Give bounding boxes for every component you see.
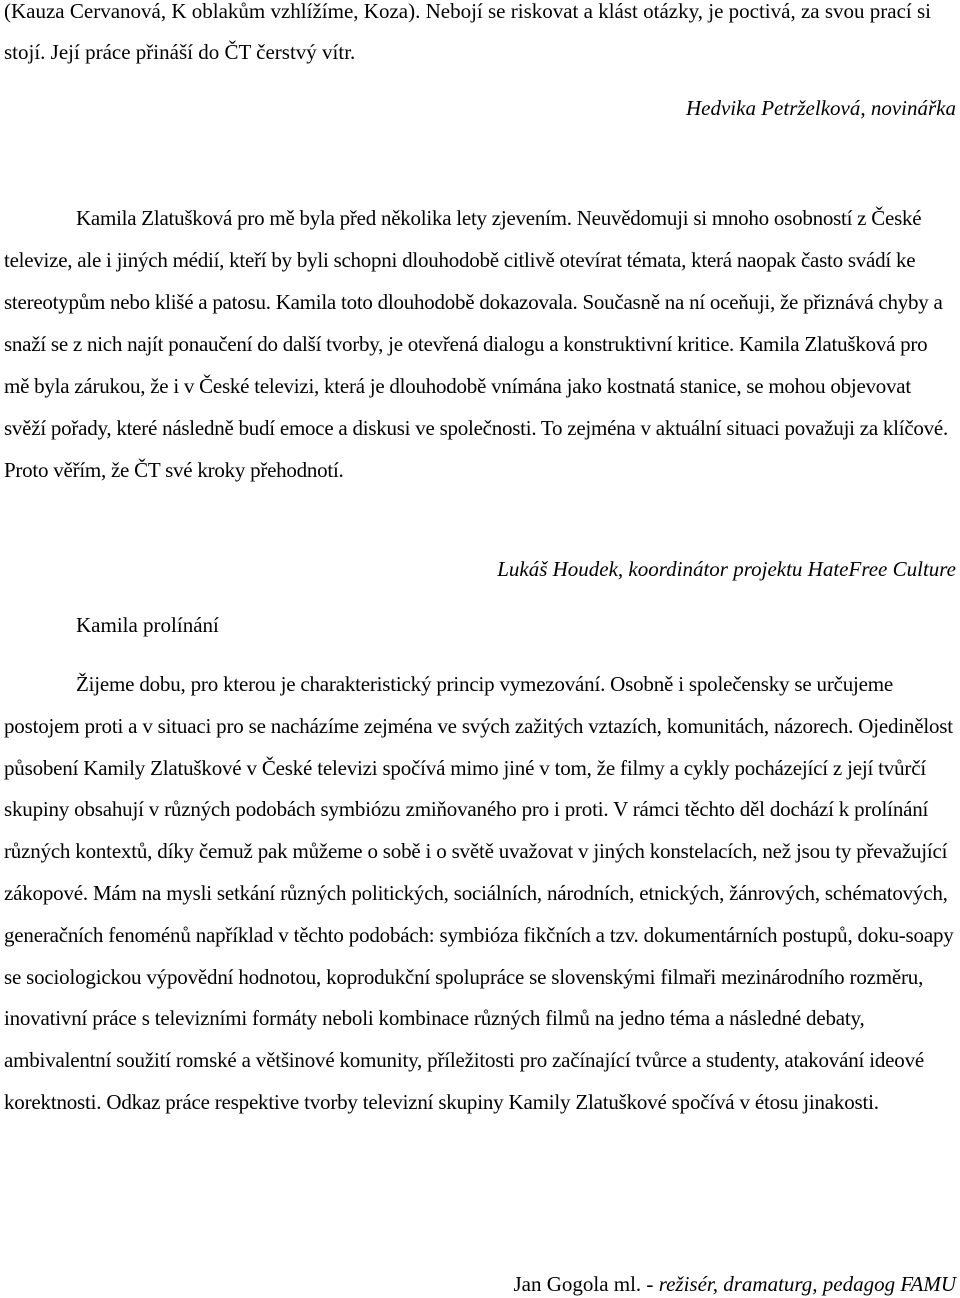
signature-name: Jan Gogola ml. - (513, 1272, 659, 1296)
signature-hedvika-petrzelkova: Hedvika Petrželková, novinářka (686, 96, 956, 120)
signature-role: režisér, dramaturg, pedagog FAMU (658, 1272, 956, 1296)
intro-paragraph: (Kauza Cervanová, K oblakům vzhlížíme, Koza). Nebojí se riskovat a klást otázky, je poctivá, za svou prací si stojí. Její práce přináší do ČT čerstvý vítr. (4, 0, 931, 64)
paragraph-lukas-houdek: Kamila Zlatušková pro mě byla před několika lety zjevením. Neuvědomuji si mnoho osobností z České televize, ale i jiných médií, kteří by byli schopni dlouhodobě citlivě otevírat témata, která naopak často svádí ke stereotypům nebo klišé a patosu. Kamila toto dlouhodobě dokazovala. Současně na ní oceňuji, že přiznává chyby a snaží se z nich najít ponaučení do další tvorby, je otevřená dialogu a konstruktivní kritice. Kamila Zlatušková pro mě byla zárukou, že i v České televizi, která je dlouhodobě vnímána jako kostnatá stanice, se mohou objevovat svěží pořady, které následně budí emoce a diskusi ve společnosti. To zejména v aktuální situaci považuji za klíčové. Proto věřím, že ČT své kroky přehodnotí. (4, 206, 948, 482)
signature-jan-gogola (513, 1270, 956, 1298)
signature-lukas-houdek: Lukáš Houdek, koordinátor projektu HateFree Culture (497, 557, 956, 581)
section-heading: Kamila prolínání (76, 613, 219, 637)
paragraph-jan-gogola: Žijeme dobu, pro kterou je charakteristický princip vymezování. Osobně i společensky se určujeme postojem proti a v situaci pro se nacházíme zejména ve svých zažitých vztazích, komunitách, názorech. Ojedinělost působení Kamily Zlatuškové v České televizi spočívá mimo jiné v tom, že filmy a cykly pocházející z její tvůrčí skupiny obsahují v různých podobách symbiózu zmiňovaného pro i proti. V rámci těchto děl dochází k prolínání různých kontextů, díky čemuž pak můžeme o sobě i o světě uvažovat v jiných konstelacích, než jsou ty převažující zákopové. Mám na mysli setkání různých politických, sociálních, národních, etnických, žánrových, schématových, generačních fenoménů například v těchto podobách: symbióza fikčních a tzv. dokumentárních postupů, doku-soapy se sociologickou výpovědní hodnotou, koprodukční spolupráce se slovenskými filmaři mezinárodního rozměru, inovativní práce s televizními formáty neboli kombinace různých filmů na jedno téma a následné debaty, ambivalentní soužití romské a většinové komunity, příležitosti pro začínající tvůrce a studenty, atakování ideové korektnosti. Odkaz práce respektive tvorby televizní skupiny Kamily Zlatuškové spočívá v étosu jinakosti. (4, 672, 954, 1114)
